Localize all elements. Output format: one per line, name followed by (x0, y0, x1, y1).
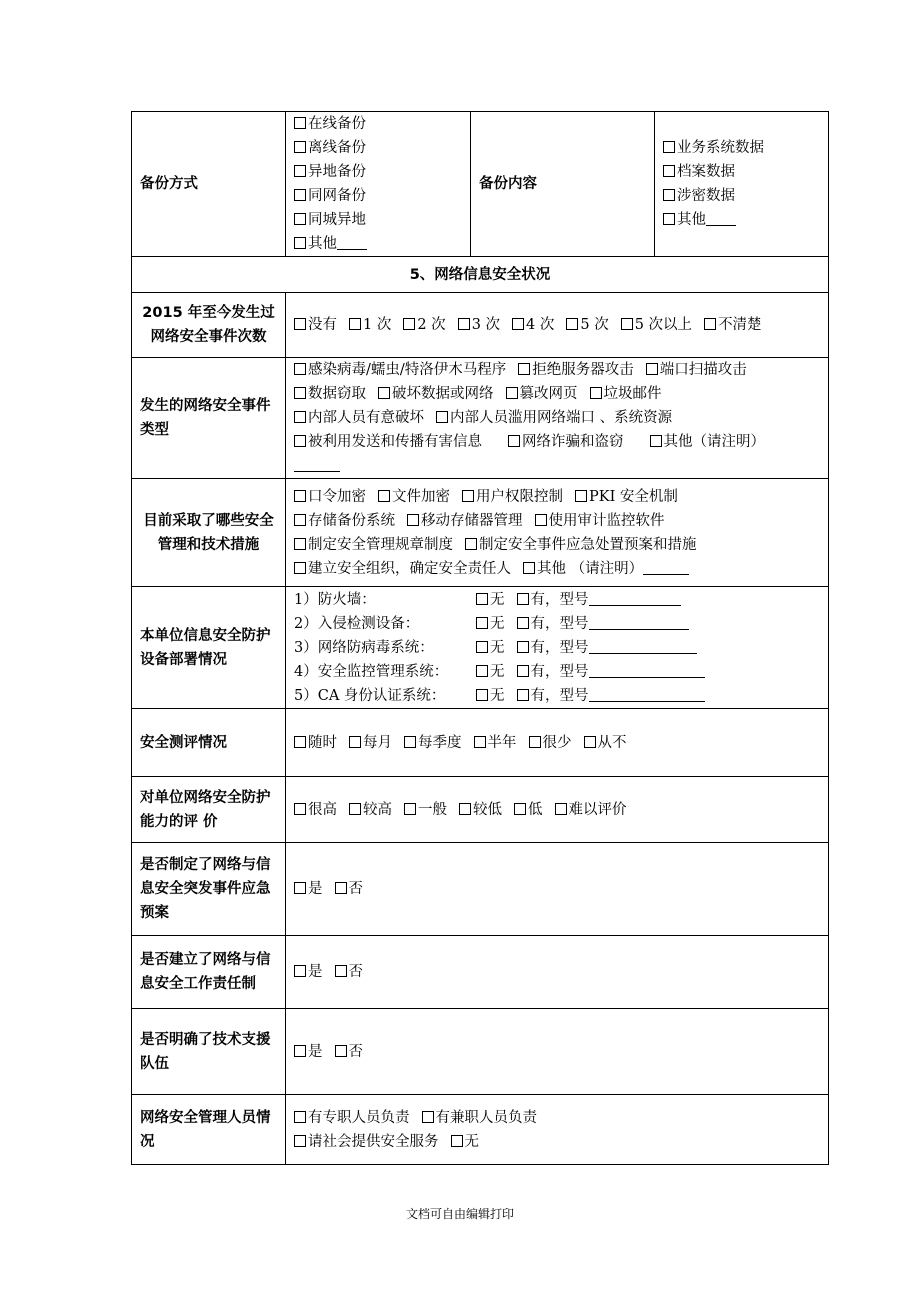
staff-row (132, 1095, 829, 1165)
emergency-plan-label: 是否制定了网络与信息安全突发事件应急预案 (132, 843, 286, 936)
checkbox-icon[interactable] (294, 387, 306, 399)
devices-options (286, 587, 829, 709)
option[interactable]: 网络诈骗和盗窃 (508, 434, 624, 450)
checkbox-icon[interactable] (294, 213, 306, 225)
option[interactable]: 制定安全事件应急处置预案和措施 (465, 537, 697, 553)
backup-method-options (286, 112, 471, 257)
checkbox-icon[interactable] (529, 736, 541, 748)
option[interactable]: 口令加密 (294, 489, 366, 505)
checkbox-icon[interactable] (517, 617, 529, 629)
option[interactable]: 一般 (404, 802, 447, 818)
option[interactable]: 有兼职人员负责 (422, 1110, 538, 1126)
option[interactable]: 内部人员滥用网络端口 、系统资源 (436, 410, 672, 426)
checkbox-icon[interactable] (465, 538, 477, 550)
checkbox-icon[interactable] (294, 1111, 306, 1123)
checkbox-icon[interactable] (404, 736, 416, 748)
device-line: 3）网络防病毒系统： 无 有，型号 (294, 636, 820, 660)
option[interactable]: 感染病毒/蠕虫/特洛伊木马程序 (294, 362, 506, 378)
option[interactable]: 建立安全组织，确定安全责任人 (294, 561, 511, 577)
checkbox-icon[interactable] (294, 490, 306, 502)
option[interactable]: 随时 (294, 735, 337, 751)
device-line: 1）防火墙： 无 有，型号 (294, 588, 820, 612)
option[interactable]: 否 (335, 964, 364, 980)
option[interactable]: 离线备份 (294, 136, 462, 160)
option[interactable]: 档案数据 (663, 160, 820, 184)
backup-content-label: 备份内容 (471, 112, 655, 257)
checkbox-icon[interactable] (621, 318, 633, 330)
option[interactable]: 存储备份系统 (294, 513, 395, 529)
measures-options (286, 479, 829, 587)
option[interactable]: 有，型号 (517, 640, 697, 656)
emergency-plan-options (286, 843, 829, 936)
fill-blank[interactable] (589, 639, 697, 654)
checkbox-icon[interactable] (508, 435, 520, 447)
checkbox-icon[interactable] (476, 641, 488, 653)
option[interactable]: 数据窃取 (294, 386, 366, 402)
option[interactable]: 破坏数据或网络 (378, 386, 494, 402)
checkbox-icon[interactable] (663, 189, 675, 201)
tech-support-label: 是否明确了技术支援队伍 (132, 1009, 286, 1095)
checkbox-icon[interactable] (458, 318, 470, 330)
measures-row (132, 479, 829, 587)
checkbox-icon[interactable] (523, 562, 535, 574)
option[interactable]: 很高 (294, 802, 337, 818)
fill-blank[interactable] (643, 560, 689, 575)
option[interactable]: 半年 (474, 735, 517, 751)
checkbox-icon[interactable] (517, 593, 529, 605)
checkbox-icon[interactable] (584, 736, 596, 748)
checkbox-icon[interactable] (403, 318, 415, 330)
capability-options (286, 777, 829, 843)
evaluation-label: 安全测评情况 (132, 709, 286, 777)
option[interactable]: 每月 (349, 735, 392, 751)
option[interactable]: 从不 (584, 735, 627, 751)
checkbox-icon[interactable] (335, 965, 347, 977)
option[interactable]: 低 (514, 802, 543, 818)
option[interactable]: 5 次以上 (621, 317, 692, 333)
checkbox-icon[interactable] (514, 803, 526, 815)
fill-blank[interactable] (589, 663, 705, 678)
checkbox-icon[interactable] (476, 665, 488, 677)
option[interactable]: 有，型号 (517, 688, 705, 704)
option[interactable]: 有专职人员负责 (294, 1110, 410, 1126)
incident-count-row (132, 293, 829, 358)
option[interactable]: 其他 （请注明） (523, 561, 689, 577)
checkbox-icon[interactable] (451, 1135, 463, 1147)
checkbox-icon[interactable] (294, 965, 306, 977)
incident-count-options (286, 293, 829, 358)
checkbox-icon[interactable] (294, 189, 306, 201)
checkbox-icon[interactable] (476, 617, 488, 629)
incident-types-options (286, 358, 829, 479)
option[interactable]: 每季度 (404, 735, 462, 751)
option[interactable]: 垃圾邮件 (590, 386, 662, 402)
option[interactable]: 3 次 (458, 317, 500, 333)
device-line: 2）入侵检测设备： 无 有，型号 (294, 612, 820, 636)
checkbox-icon[interactable] (294, 562, 306, 574)
option[interactable]: 制定安全管理规章制度 (294, 537, 453, 553)
checkbox-icon[interactable] (294, 363, 306, 375)
option[interactable]: 否 (335, 1044, 364, 1060)
measures-label: 目前采取了哪些安全管理和技术措施 (132, 479, 286, 587)
option[interactable]: 不清楚 (704, 317, 762, 333)
checkbox-icon[interactable] (517, 665, 529, 677)
section-title-row (132, 257, 829, 293)
checkbox-icon[interactable] (566, 318, 578, 330)
option[interactable]: 很少 (529, 735, 572, 751)
option[interactable]: 是 (294, 964, 323, 980)
option[interactable]: 4 次 (512, 317, 554, 333)
devices-row (132, 587, 829, 709)
checkbox-icon[interactable] (294, 411, 306, 423)
checkbox-icon[interactable] (294, 237, 306, 249)
checkbox-icon[interactable] (555, 803, 567, 815)
checkbox-icon[interactable] (517, 641, 529, 653)
checkbox-icon[interactable] (512, 318, 524, 330)
capability-row (132, 777, 829, 843)
backup-content-options (655, 112, 829, 257)
option[interactable]: 没有 (294, 317, 337, 333)
option[interactable]: 是 (294, 1044, 323, 1060)
option[interactable]: 在线备份 (294, 112, 462, 136)
checkbox-icon[interactable] (349, 318, 361, 330)
checkbox-icon[interactable] (294, 1045, 306, 1057)
checkbox-icon[interactable] (459, 803, 471, 815)
devices-label: 本单位信息安全防护设备部署情况 (132, 587, 286, 709)
checkbox-icon[interactable] (294, 736, 306, 748)
option[interactable]: 难以评价 (555, 802, 627, 818)
option[interactable]: 异地备份 (294, 160, 462, 184)
option[interactable]: 篡改网页 (506, 386, 578, 402)
option[interactable]: 用户权限控制 (462, 489, 563, 505)
backup-method-label: 备份方式 (132, 112, 286, 257)
checkbox-icon[interactable] (349, 803, 361, 815)
responsibility-row (132, 936, 829, 1009)
option[interactable]: 内部人员有意破坏 (294, 410, 424, 426)
option[interactable]: 其他（请注明） (650, 434, 766, 450)
incident-types-row (132, 358, 829, 479)
checkbox-icon[interactable] (404, 803, 416, 815)
fill-blank[interactable] (589, 615, 689, 630)
checkbox-icon[interactable] (476, 593, 488, 605)
evaluation-row (132, 709, 829, 777)
option[interactable]: 同网备份 (294, 184, 462, 208)
tech-support-options (286, 1009, 829, 1095)
capability-label: 对单位网络安全防护能力的评 价 (132, 777, 286, 843)
option[interactable]: 端口扫描攻击 (646, 362, 747, 378)
option[interactable]: 2 次 (403, 317, 445, 333)
checkbox-icon[interactable] (294, 803, 306, 815)
checkbox-icon[interactable] (335, 1045, 347, 1057)
checkbox-icon[interactable] (294, 882, 306, 894)
responsibility-label: 是否建立了网络与信息安全工作责任制 (132, 936, 286, 1009)
fill-blank[interactable] (337, 235, 367, 250)
option[interactable]: 有，型号 (517, 616, 689, 632)
option[interactable]: 无 (476, 640, 505, 656)
fill-blank[interactable] (589, 687, 705, 702)
checkbox-icon[interactable] (378, 490, 390, 502)
option[interactable]: 拒绝服务器攻击 (518, 362, 634, 378)
option[interactable]: 无 (476, 616, 505, 632)
backup-row (132, 112, 829, 257)
checkbox-icon[interactable] (663, 141, 675, 153)
fill-blank[interactable] (294, 457, 340, 472)
option[interactable]: 请社会提供安全服务 (294, 1134, 439, 1150)
checkbox-icon[interactable] (294, 117, 306, 129)
incident-types-label: 发生的网络安全事件类型 (132, 358, 286, 479)
option[interactable]: 较高 (349, 802, 392, 818)
option[interactable]: 无 (476, 592, 505, 608)
option[interactable]: 同城异地 (294, 208, 462, 232)
option[interactable]: 1 次 (349, 317, 391, 333)
checkbox-icon[interactable] (575, 490, 587, 502)
option[interactable]: 涉密数据 (663, 184, 820, 208)
page-footer: 文档可自由编辑打印 (405, 1207, 514, 1221)
staff-options (286, 1095, 829, 1165)
checkbox-icon[interactable] (663, 213, 675, 225)
checkbox-icon[interactable] (476, 689, 488, 701)
checkbox-icon[interactable] (517, 689, 529, 701)
checkbox-icon[interactable] (474, 736, 486, 748)
checkbox-icon[interactable] (518, 363, 530, 375)
option[interactable]: 使用审计监控软件 (535, 513, 665, 529)
checkbox-icon[interactable] (335, 882, 347, 894)
checkbox-icon[interactable] (294, 165, 306, 177)
staff-label: 网络安全管理人员情况 (132, 1095, 286, 1165)
fill-blank[interactable] (706, 211, 736, 226)
section-title: 5、网络信息安全状况 (132, 257, 829, 293)
device-line: 5）CA 身份认证系统： 无 有，型号 (294, 684, 820, 708)
checkbox-icon[interactable] (663, 165, 675, 177)
checkbox-icon[interactable] (422, 1111, 434, 1123)
option[interactable]: 无 (476, 688, 505, 704)
option[interactable]: 其他 (294, 232, 462, 256)
option[interactable]: 文件加密 (378, 489, 450, 505)
checkbox-icon[interactable] (590, 387, 602, 399)
evaluation-options (286, 709, 829, 777)
checkbox-icon[interactable] (294, 318, 306, 330)
checkbox-icon[interactable] (407, 514, 419, 526)
option[interactable]: PKI 安全机制 (575, 489, 678, 505)
checkbox-icon[interactable] (704, 318, 716, 330)
option[interactable]: 被利用发送和传播有害信息 (294, 434, 482, 450)
responsibility-options (286, 936, 829, 1009)
survey-table (131, 111, 829, 1165)
option[interactable]: 较低 (459, 802, 502, 818)
checkbox-icon[interactable] (294, 1135, 306, 1147)
emergency-plan-row (132, 843, 829, 936)
checkbox-icon[interactable] (294, 435, 306, 447)
checkbox-icon[interactable] (378, 387, 390, 399)
checkbox-icon[interactable] (535, 514, 547, 526)
fill-blank[interactable] (589, 591, 681, 606)
option[interactable]: 5 次 (566, 317, 608, 333)
checkbox-icon[interactable] (294, 514, 306, 526)
checkbox-icon[interactable] (646, 363, 658, 375)
tech-support-row (132, 1009, 829, 1095)
checkbox-icon[interactable] (650, 435, 662, 447)
checkbox-icon[interactable] (436, 411, 448, 423)
option[interactable]: 是 (294, 881, 323, 897)
checkbox-icon[interactable] (349, 736, 361, 748)
checkbox-icon[interactable] (506, 387, 518, 399)
option[interactable]: 其他 (663, 208, 820, 232)
option[interactable]: 有，型号 (517, 664, 705, 680)
checkbox-icon[interactable] (462, 490, 474, 502)
incident-count-label: 2015 年至今发生过网络安全事件次数 (132, 293, 286, 358)
option[interactable]: 业务系统数据 (663, 136, 820, 160)
option[interactable]: 有，型号 (517, 592, 681, 608)
checkbox-icon[interactable] (294, 141, 306, 153)
device-line: 4）安全监控管理系统： 无 有，型号 (294, 660, 820, 684)
checkbox-icon[interactable] (294, 538, 306, 550)
option[interactable]: 无 (476, 664, 505, 680)
option[interactable]: 否 (335, 881, 364, 897)
option[interactable]: 移动存储器管理 (407, 513, 523, 529)
option[interactable]: 无 (451, 1134, 480, 1150)
